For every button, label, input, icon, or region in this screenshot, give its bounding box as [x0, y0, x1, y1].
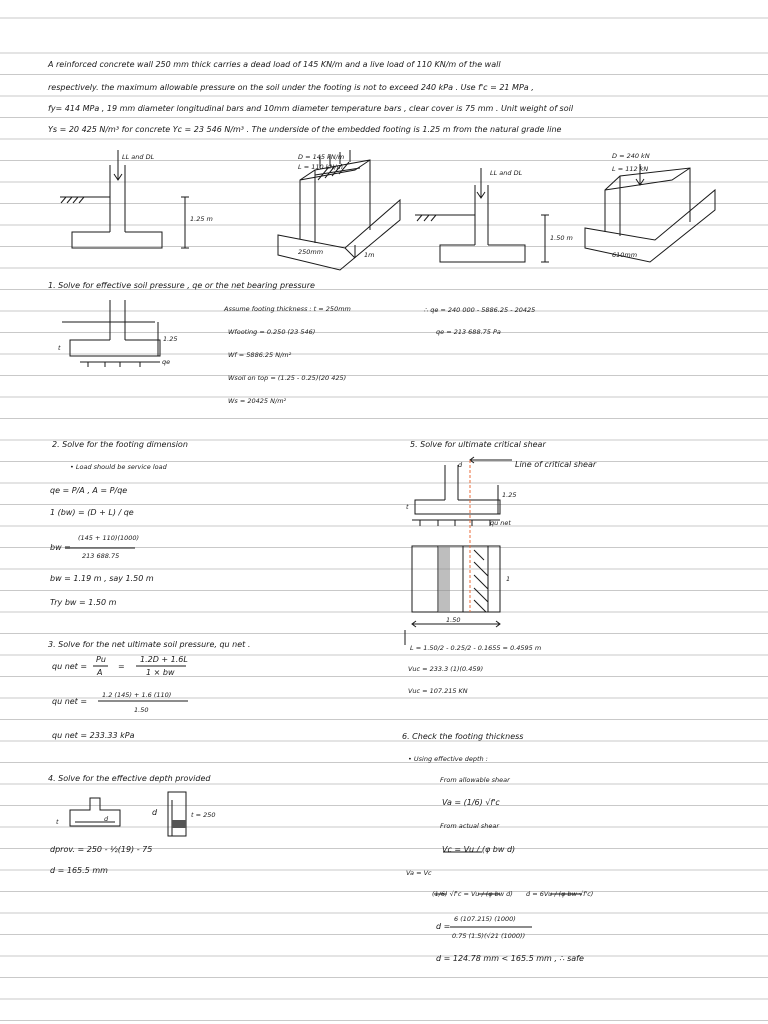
step1-assume: Assume footing thickness : t = 250mm: [224, 305, 351, 313]
step4-fig-d2: d: [152, 808, 158, 817]
step6-final: d = 124.78 mm < 165.5 mm , ∴ safe: [436, 954, 584, 963]
step4-fig-t2: t = 250: [191, 811, 216, 819]
step6-eq-right: d = 6Vu / (φ bw √f'c): [526, 890, 594, 898]
step6-subst-den: 0.75 (1.5)(√21 (1000)): [452, 932, 526, 940]
step1-w-soil: Wsoil on top = (1.25 - 0.25)(20 425): [228, 374, 347, 382]
problem-line-1: A reinforced concrete wall 250 mm thick carries a dead load of 145 KN/m and a live load of 110 KN/m of the wall: [48, 60, 501, 69]
step1-footing-figure: [62, 300, 160, 367]
step5-title: 5. Solve for ultimate critical shear: [410, 440, 546, 449]
sketch2-live-load: L = 110 kN/m: [298, 163, 343, 171]
step4-footing-figure: [70, 792, 186, 836]
sketch2-wall-label: 250mm: [298, 248, 324, 256]
wall-footing-3d-2: [585, 164, 715, 262]
step6-vc: Vc = Vu / (φ bw d): [442, 845, 516, 854]
step6-equal: Va = Vc: [406, 869, 432, 877]
problem-line-3: fy= 414 MPa , 19 mm diameter longitudinal bars and 10mm diameter temperature bars , clear cover is 75 mm . Unit weight of soil: [48, 104, 574, 113]
sketch2-dead-load: D = 145 kN/m: [298, 153, 345, 161]
problem-line-4: Ys = 20 425 N/m³ for concrete Yc = 23 546 N/m³ . The underside of the embedded footing is 1.25 m from the natural grade line: [48, 125, 562, 134]
step2-eq1: qe = P/A , A = P/qe: [50, 486, 128, 495]
step5-fig-t: t: [406, 503, 409, 511]
step3-frac1-num: Pu: [96, 655, 106, 664]
step3-frac2-num: 1.2D + 1.6L: [140, 655, 188, 664]
step1-fig-t: t: [58, 344, 61, 352]
step3-title: 3. Solve for the net ultimate soil pressure, qu net .: [48, 640, 251, 649]
wall-footing-elevation-1: [60, 150, 189, 248]
sketch4-live-load: L = 112 kN: [612, 165, 649, 173]
step4-result: d = 165.5 mm: [50, 866, 108, 875]
step3-frac3-num: 1.2 (145) + 1.6 (110): [102, 691, 172, 699]
step4-fig-t: t: [56, 818, 59, 826]
step1-ws: Ws = 20425 N/m²: [228, 397, 287, 405]
step2-title: 2. Solve for the footing dimension: [52, 440, 188, 449]
sketch1-depth-label: 1.25 m: [190, 215, 213, 223]
step6-subst-num: 6 (107.215) (1000): [454, 915, 516, 923]
step4-eq: dprov. = 250 - ½(19) - 75: [50, 845, 153, 854]
step3-eq-sign: =: [118, 662, 125, 671]
sketch1-load-label: LL and DL: [122, 153, 155, 161]
step1-qe-calc: ∴ qe = 240 000 - 5886.25 - 20425: [424, 306, 536, 314]
step6-from-allow: From allowable shear: [440, 776, 510, 784]
step5-fig-w: 1.50: [446, 616, 461, 624]
wall-footing-elevation-2: [415, 168, 549, 262]
step5-critical-label: Line of critical shear: [515, 460, 597, 469]
sketch4-wall-label: 610mm: [612, 251, 638, 259]
step3-frac2-den: 1 × bw: [146, 668, 175, 677]
step1-title: 1. Solve for effective soil pressure , qe or the net bearing pressure: [48, 281, 315, 290]
step5-fig-h: 1.25: [502, 491, 517, 499]
step6-note: • Using effective depth :: [408, 755, 488, 763]
step4-title: 4. Solve for the effective depth provided: [48, 774, 211, 783]
step5-fig-1: 1: [506, 575, 511, 583]
step1-w-footing: Wfooting = 0.250 (23 546): [228, 328, 316, 336]
step6-title: 6. Check the footing thickness: [402, 732, 524, 741]
step2-eq2: 1 (bw) = (D + L) / qe: [50, 508, 134, 517]
step4-fig-d: d: [104, 815, 109, 823]
step6-eq-left: (1/6) √f'c = Vu / (φ bw d): [432, 890, 513, 898]
step2-eq4: bw = 1.19 m , say 1.50 m: [50, 574, 154, 583]
step5-l-eq: L = 1.50/2 - 0.25/2 - 0.1655 = 0.4595 m: [410, 644, 542, 652]
step3-lhs2: qu net =: [52, 697, 88, 706]
sketch2-length-label: 1m: [364, 251, 375, 259]
step1-fig-h: 1.25: [163, 335, 178, 343]
step5-fig-d: d: [458, 461, 463, 469]
step6-va: Va = (1/6) √f'c: [442, 798, 500, 807]
step6-from-actual: From actual shear: [440, 822, 500, 830]
step1-qe-result: qe = 213 688.75 Pa: [436, 328, 501, 336]
step5-vuc1: Vuc = 233.3 (1)(0.459): [408, 665, 484, 673]
step3-frac3-den: 1.50: [134, 706, 149, 714]
step1-wf: Wf = 5886.25 N/m²: [228, 351, 292, 359]
step2-eq3-num: (145 + 110)(1000): [78, 534, 140, 542]
sketch4-dead-load: D = 240 kN: [612, 152, 650, 160]
step1-fig-q: qe: [162, 358, 171, 366]
step2-eq5: Try bw = 1.50 m: [50, 598, 117, 607]
sketch3-depth-label: 1.50 m: [550, 234, 573, 242]
step5-fig-q: qu net: [490, 519, 511, 527]
step2-eq3-den: 213 688.75: [82, 552, 120, 560]
step3-result: qu net = 233.33 kPa: [52, 731, 135, 740]
problem-line-2: respectively. the maximum allowable pressure on the soil under the footing is not to exceed 240 kPa . Use f'c = 21 MPa ,: [48, 83, 534, 92]
step2-note: • Load should be service load: [70, 463, 167, 471]
step5-vuc2: Vuc = 107.215 KN: [408, 687, 468, 695]
sketch3-load-label: LL and DL: [490, 169, 523, 177]
step3-lhs1: qu net =: [52, 662, 88, 671]
step6-subst-lhs: d =: [436, 922, 451, 931]
step3-frac1-den: A: [97, 668, 103, 677]
step2-eq3-lhs: bw =: [50, 543, 71, 552]
